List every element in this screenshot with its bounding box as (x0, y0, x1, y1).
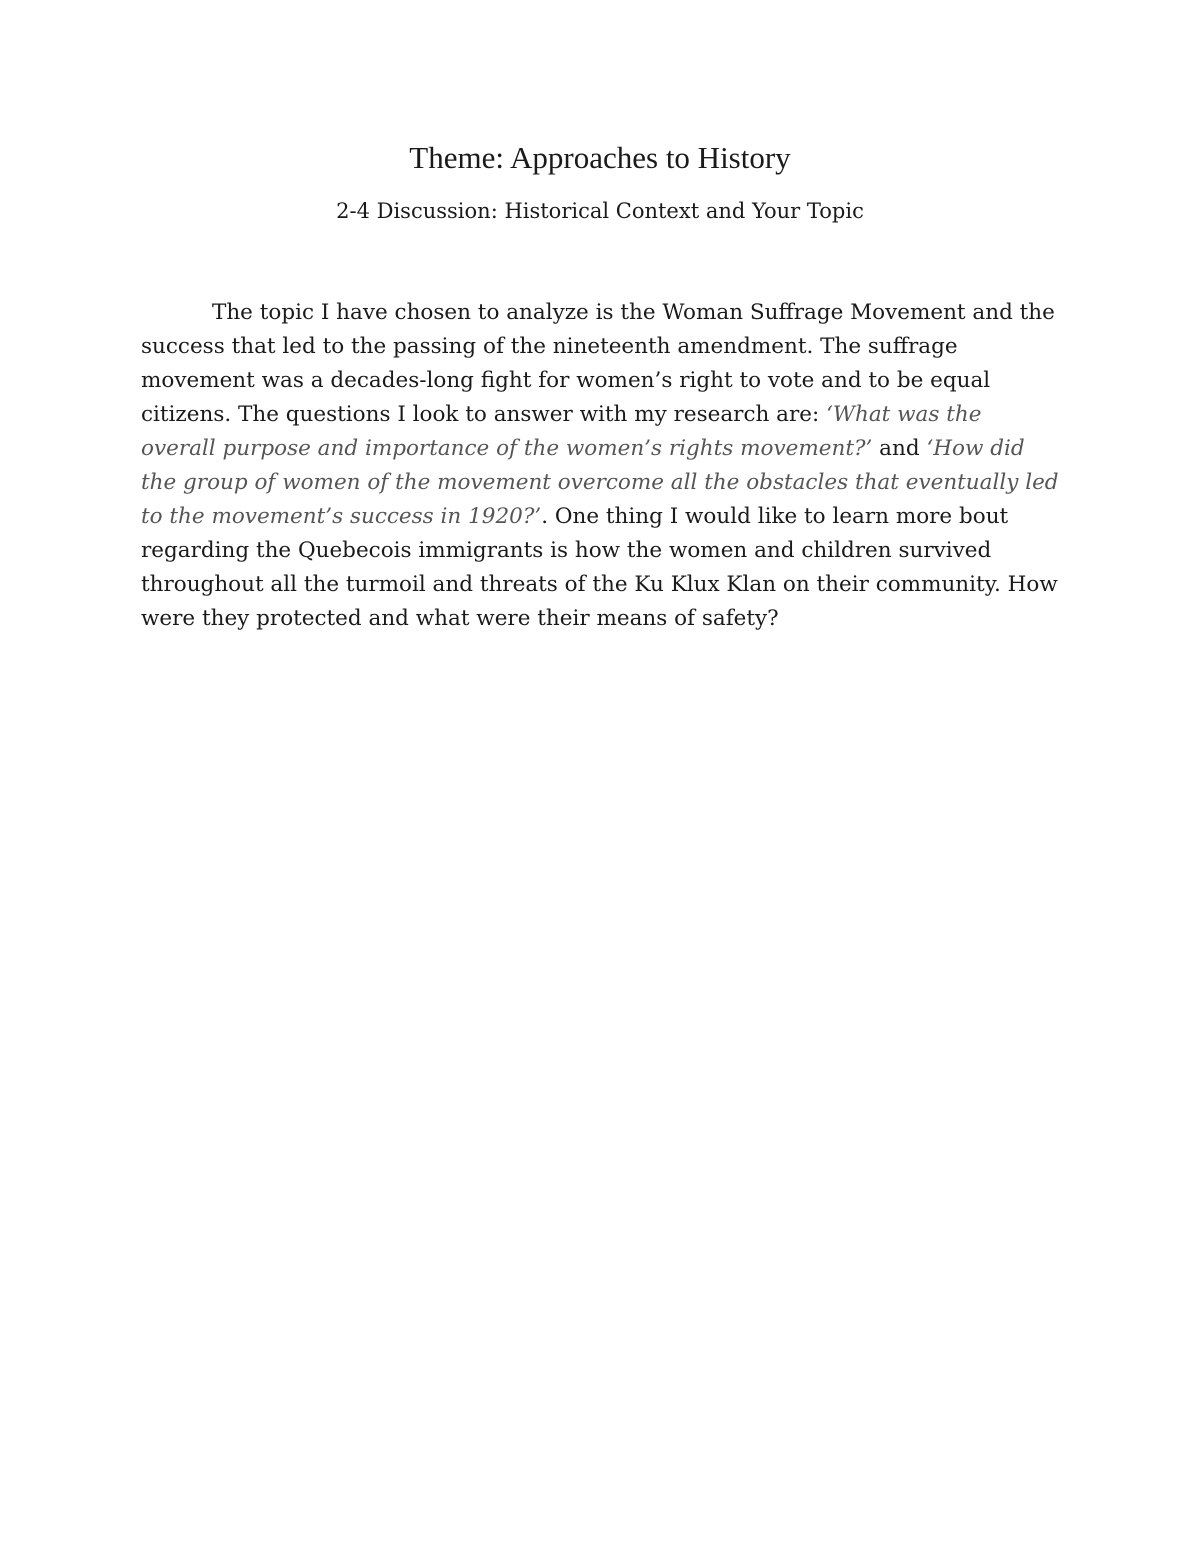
page-subtitle: 2-4 Discussion: Historical Context and Your Topic (336, 199, 864, 223)
paragraph-intro: The topic I have chosen to analyze is the Woman Suffrage Movement and the success that led to the passing of the nineteenth amendment. The suffrage movement was a decades-long fight for women’s right to vote and to be equal citizens. The questions I look to answer with my research are: (141, 300, 1055, 427)
body-paragraph (141, 296, 1061, 636)
paragraph-conclusion: . One thing I would like to learn more bout regarding the Quebecois immigrants is how the women and children survived throughout all the turmoil and threats of the Ku Klux Klan on their community. How were they protected and what were their means of safety? (141, 504, 1058, 631)
paragraph-conjunction: and (872, 436, 927, 461)
research-question-2: ‘How did the group of women of the movement overcome all the obstacles that eventually led to the movement’s success in 1920?’ (141, 436, 1059, 529)
research-question-1: ‘What was the overall purpose and importance of the women’s rights movement?’ (141, 402, 982, 461)
page-title: Theme: Approaches to History (409, 140, 791, 175)
